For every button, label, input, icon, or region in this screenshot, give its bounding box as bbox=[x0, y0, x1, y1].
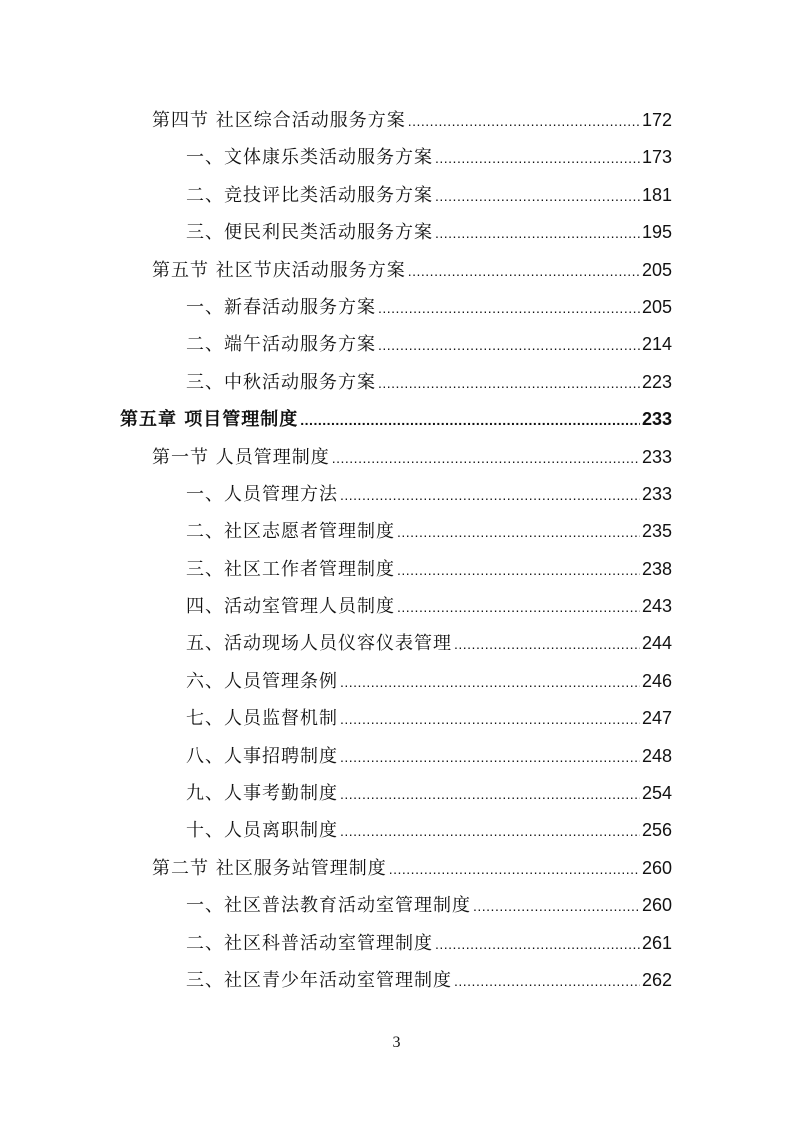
toc-entry-title: 七、人员监督机制 bbox=[186, 708, 338, 730]
toc-entry-title: 二、社区志愿者管理制度 bbox=[186, 521, 395, 543]
toc-entry-page: 243 bbox=[641, 596, 672, 617]
toc-entry-title: 三、便民利民类活动服务方案 bbox=[186, 222, 433, 244]
toc-entry-title: 六、人员管理条例 bbox=[186, 670, 338, 692]
toc-entry-title: 四、活动室管理人员制度 bbox=[186, 596, 395, 618]
toc-subsection[interactable] bbox=[186, 480, 793, 517]
toc-entry-page: 260 bbox=[641, 857, 672, 878]
dot-leader bbox=[397, 518, 640, 546]
toc-subsection[interactable] bbox=[186, 555, 793, 592]
toc-entry-page: 238 bbox=[641, 558, 672, 579]
toc-entry-title: 五、活动现场人员仪容仪表管理 bbox=[186, 633, 452, 655]
toc-section[interactable] bbox=[152, 854, 793, 891]
toc-subsection[interactable] bbox=[186, 779, 793, 816]
toc-subsection[interactable] bbox=[186, 368, 793, 405]
toc-entry-page: 173 bbox=[641, 147, 672, 168]
toc-entry-title: 八、人事招聘制度 bbox=[186, 745, 338, 767]
toc-entry-title: 第五节 社区节庆活动服务方案 bbox=[152, 259, 406, 281]
dot-leader bbox=[397, 556, 640, 584]
toc-entry-page: 233 bbox=[641, 483, 672, 504]
toc-entry-title: 一、新春活动服务方案 bbox=[186, 296, 376, 318]
toc-entry-page: 172 bbox=[641, 110, 672, 130]
toc-subsection[interactable] bbox=[186, 218, 793, 255]
toc-entry-title: 三、社区青少年活动室管理制度 bbox=[186, 969, 452, 991]
toc-entry-title: 十、人员离职制度 bbox=[186, 820, 338, 842]
toc-subsection[interactable] bbox=[186, 704, 793, 741]
dot-leader bbox=[340, 668, 640, 696]
toc-subsection[interactable] bbox=[186, 293, 793, 330]
page-number: 3 bbox=[392, 1034, 401, 1051]
toc-entry-title: 二、竞技评比类活动服务方案 bbox=[186, 184, 433, 206]
toc-entry-page: 260 bbox=[641, 895, 672, 916]
dot-leader bbox=[408, 257, 640, 285]
toc-entry-page: 246 bbox=[641, 670, 672, 691]
toc-subsection[interactable] bbox=[186, 181, 793, 218]
toc-entry-title: 三、社区工作者管理制度 bbox=[186, 558, 395, 580]
toc-entry-title: 九、人事考勤制度 bbox=[186, 783, 338, 805]
toc-entry-title: 第一节 人员管理制度 bbox=[152, 446, 330, 468]
dot-leader bbox=[378, 369, 640, 397]
toc-entry-page: 244 bbox=[641, 633, 672, 654]
toc-subsection[interactable] bbox=[186, 592, 793, 629]
toc-entry-page: 214 bbox=[641, 334, 672, 355]
toc-entry-page: 262 bbox=[641, 969, 672, 990]
dot-leader bbox=[397, 593, 640, 621]
dot-leader bbox=[340, 481, 640, 509]
dot-leader bbox=[473, 892, 640, 920]
toc-entry-title: 一、人员管理方法 bbox=[186, 483, 338, 505]
dot-leader bbox=[454, 967, 640, 995]
dot-leader bbox=[340, 780, 640, 808]
toc-entry-title: 三、中秋活动服务方案 bbox=[186, 371, 376, 393]
dot-leader bbox=[378, 294, 640, 322]
toc-section[interactable] bbox=[152, 443, 793, 480]
toc-subsection[interactable] bbox=[186, 891, 793, 928]
toc-entry-page: 205 bbox=[641, 296, 672, 317]
toc-entry-title: 二、端午活动服务方案 bbox=[186, 334, 376, 356]
dot-leader bbox=[435, 182, 640, 210]
toc-entry-page: 223 bbox=[641, 371, 672, 392]
toc-entry-page: 256 bbox=[641, 820, 672, 841]
toc-subsection[interactable] bbox=[186, 742, 793, 779]
toc-entry-page: 205 bbox=[641, 259, 672, 280]
toc-entry-title: 一、文体康乐类活动服务方案 bbox=[186, 147, 433, 169]
toc-entry-page: 235 bbox=[641, 521, 672, 542]
dot-leader bbox=[408, 107, 640, 135]
toc-subsection[interactable] bbox=[186, 629, 793, 666]
dot-leader bbox=[435, 930, 640, 958]
dot-leader bbox=[340, 743, 640, 771]
toc-entry-title: 第五章 项目管理制度 bbox=[120, 409, 299, 431]
toc-section[interactable] bbox=[152, 106, 793, 143]
toc-subsection[interactable] bbox=[186, 330, 793, 367]
toc-subsection[interactable] bbox=[186, 143, 793, 180]
toc-subsection[interactable] bbox=[186, 667, 793, 704]
dot-leader bbox=[454, 630, 640, 658]
dot-leader bbox=[435, 219, 640, 247]
toc-entry-title: 一、社区普法教育活动室管理制度 bbox=[186, 895, 471, 917]
dot-leader bbox=[435, 144, 640, 172]
toc-chapter[interactable] bbox=[120, 405, 793, 442]
toc-entry-title: 二、社区科普活动室管理制度 bbox=[186, 932, 433, 954]
toc-subsection[interactable] bbox=[186, 966, 793, 1003]
toc-entry-page: 181 bbox=[641, 184, 672, 205]
toc-entry-title: 第二节 社区服务站管理制度 bbox=[152, 857, 387, 879]
toc-entry-page: 248 bbox=[641, 745, 672, 766]
dot-leader bbox=[300, 406, 640, 434]
dot-leader bbox=[340, 817, 640, 845]
toc-entry-page: 254 bbox=[641, 783, 672, 804]
toc-entry-page: 261 bbox=[641, 932, 672, 953]
toc-entry-page: 247 bbox=[641, 708, 672, 729]
dot-leader bbox=[378, 331, 640, 359]
toc-entry-page: 233 bbox=[641, 409, 672, 430]
toc-subsection[interactable] bbox=[186, 816, 793, 853]
toc-entry-page: 233 bbox=[641, 446, 672, 467]
dot-leader bbox=[332, 444, 640, 472]
dot-leader bbox=[389, 855, 640, 883]
dot-leader bbox=[340, 705, 640, 733]
toc-entry-title: 第四节 社区综合活动服务方案 bbox=[152, 110, 406, 131]
toc-subsection[interactable] bbox=[186, 929, 793, 966]
toc-section[interactable] bbox=[152, 256, 793, 293]
toc-entry-page: 195 bbox=[641, 222, 672, 243]
table-of-contents bbox=[0, 106, 793, 1003]
toc-subsection[interactable] bbox=[186, 517, 793, 554]
